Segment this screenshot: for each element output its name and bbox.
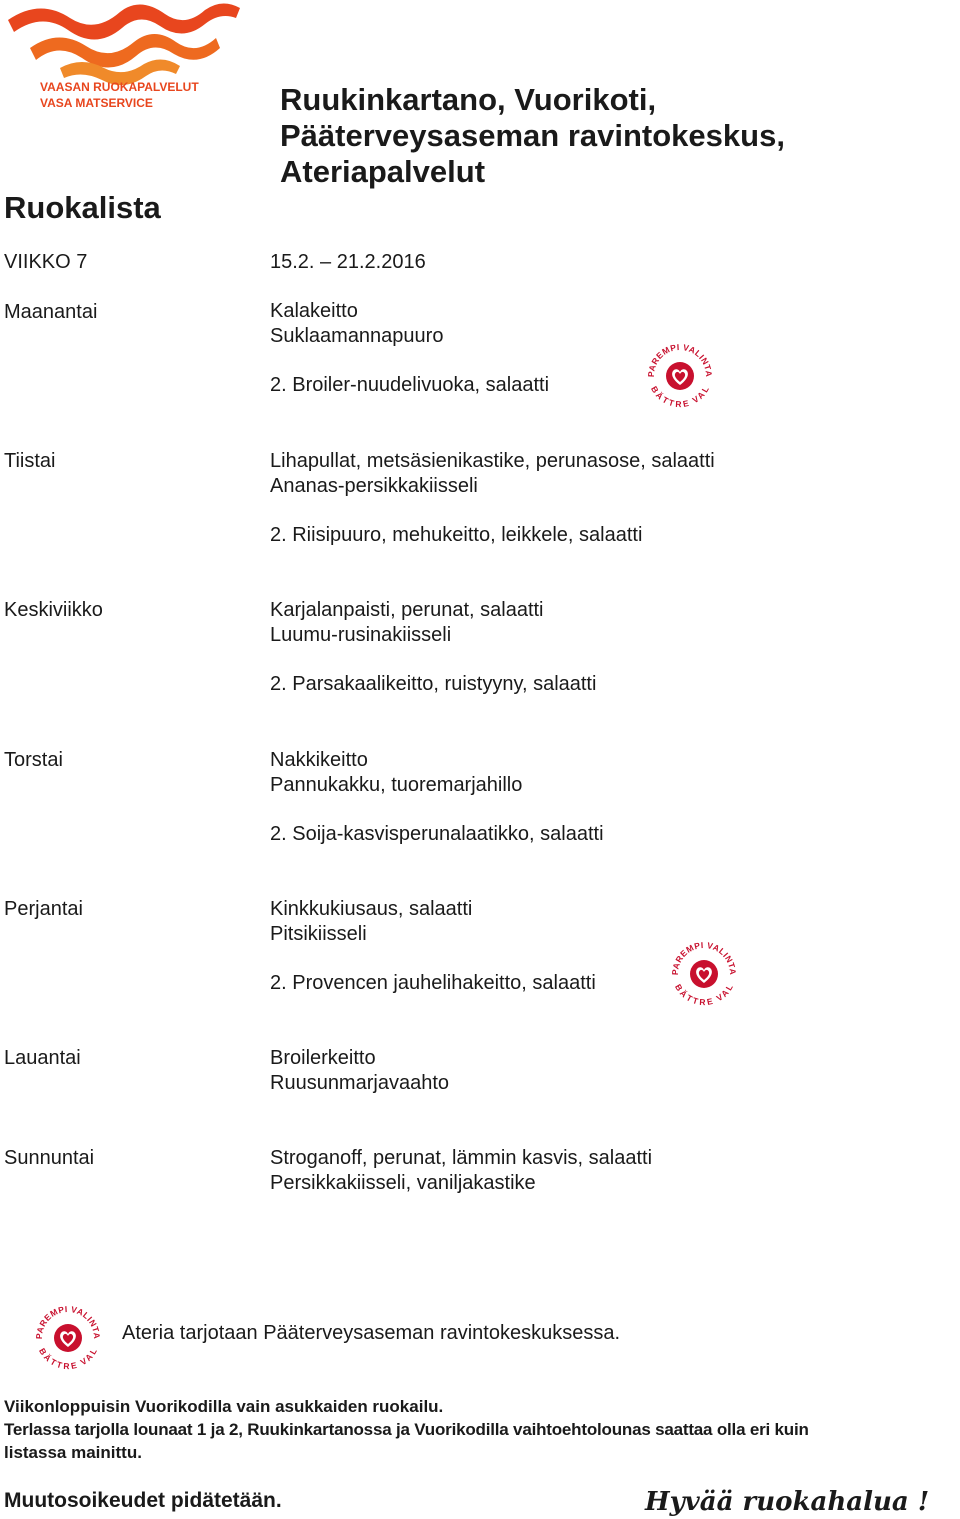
svg-text:PAREMPI VALINTA: PAREMPI VALINTA bbox=[33, 1303, 103, 1340]
dish: Kinkkukiusaus, salaatti bbox=[270, 898, 473, 920]
dish: Suklaamannapuuro bbox=[270, 325, 444, 347]
bon-appetit: Hyvää ruokahalua ! bbox=[645, 1487, 930, 1517]
rights-reserved: Muutosoikeudet pidätetään. bbox=[4, 1489, 282, 1512]
svg-text:BÄTTRE VAL: BÄTTRE VAL bbox=[37, 1346, 100, 1372]
title-line: Ruukinkartano, Vuorikoti, bbox=[280, 82, 657, 117]
dish: Nakkikeitto bbox=[270, 749, 368, 771]
day-dishes-friday bbox=[270, 897, 596, 996]
dish: Pitsikiisseli bbox=[270, 923, 367, 945]
dish: Stroganoff, perunat, lämmin kasvis, salaatti bbox=[270, 1147, 653, 1169]
dish: Luumu-rusinakiisseli bbox=[270, 624, 452, 646]
dish: Kalakeitto bbox=[270, 300, 358, 322]
logo-line2: VASA MATSERVICE bbox=[40, 96, 153, 110]
parempi-valinta-badge-icon bbox=[644, 338, 716, 410]
dish: Ananas-persikkakiisseli bbox=[270, 475, 478, 497]
day-label-friday: Perjantai bbox=[4, 898, 83, 920]
day-dishes-tuesday bbox=[270, 449, 715, 548]
dish: Broilerkeitto bbox=[270, 1047, 376, 1069]
footer-line: Viikonloppuisin Vuorikodilla vain asukkaiden ruokailu. bbox=[4, 1397, 444, 1416]
svg-text:BÄTTRE VAL: BÄTTRE VAL bbox=[673, 982, 736, 1008]
day-label-wednesday: Keskiviikko bbox=[4, 599, 103, 621]
badge-note: Ateria tarjotaan Pääterveysaseman ravintokeskuksessa. bbox=[122, 1322, 621, 1344]
day-label-thursday: Torstai bbox=[4, 749, 63, 771]
svg-text:BÄTTRE VAL: BÄTTRE VAL bbox=[649, 384, 712, 410]
day-dishes-wednesday bbox=[270, 598, 596, 697]
page-title bbox=[280, 82, 785, 190]
svg-text:PAREMPI VALINTA: PAREMPI VALINTA bbox=[645, 341, 715, 378]
day-dishes-sunday bbox=[270, 1146, 652, 1196]
footer-line: Terlassa tarjolla lounaat 1 ja 2, Ruukinkartanossa ja Vuorikodilla vaihtoehtolounas saattaa olla eri kuin bbox=[4, 1420, 809, 1439]
logo-line1: VAASAN RUOKAPALVELUT bbox=[40, 80, 199, 94]
title-line: Ateriapalvelut bbox=[280, 154, 486, 189]
dish: Pannukakku, tuoremarjahillo bbox=[270, 774, 523, 796]
parempi-valinta-badge-icon bbox=[32, 1300, 104, 1372]
dish: Persikkakiisseli, vaniljakastike bbox=[270, 1172, 536, 1194]
dish: Lihapullat, metsäsienikastike, perunasose, salaatti bbox=[270, 450, 715, 472]
dish: Ruusunmarjavaahto bbox=[270, 1072, 449, 1094]
dish: Karjalanpaisti, perunat, salaatti bbox=[270, 599, 544, 621]
week-number: VIIKKO 7 bbox=[4, 251, 88, 273]
alt-dish: 2. Parsakaalikeitto, ruistyyny, salaatti bbox=[270, 673, 597, 695]
day-dishes-monday bbox=[270, 299, 549, 398]
day-label-sunday: Sunnuntai bbox=[4, 1147, 95, 1169]
day-label-monday: Maanantai bbox=[4, 301, 98, 323]
parempi-valinta-badge-icon bbox=[668, 936, 740, 1008]
alt-dish: 2. Broiler-nuudelivuoka, salaatti bbox=[270, 374, 550, 396]
footer-notes bbox=[4, 1395, 960, 1464]
alt-dish: 2. Soija-kasvisperunalaatikko, salaatti bbox=[270, 823, 604, 845]
title-line: Pääterveysaseman ravintokeskus, bbox=[280, 118, 785, 153]
footer-line: listassa mainittu. bbox=[4, 1443, 142, 1462]
alt-dish: 2. Provencen jauhelihakeitto, salaatti bbox=[270, 972, 596, 994]
week-dates: 15.2. – 21.2.2016 bbox=[270, 251, 426, 273]
day-dishes-saturday bbox=[270, 1046, 449, 1096]
vaasan-ruokapalvelut-logo bbox=[0, 0, 245, 115]
day-dishes-thursday bbox=[270, 748, 604, 847]
day-label-saturday: Lauantai bbox=[4, 1047, 81, 1069]
alt-dish: 2. Riisipuuro, mehukeitto, leikkele, salaatti bbox=[270, 524, 643, 546]
menu-heading: Ruokalista bbox=[4, 190, 161, 225]
day-label-tuesday: Tiistai bbox=[4, 450, 56, 472]
svg-text:PAREMPI VALINTA: PAREMPI VALINTA bbox=[669, 939, 739, 976]
